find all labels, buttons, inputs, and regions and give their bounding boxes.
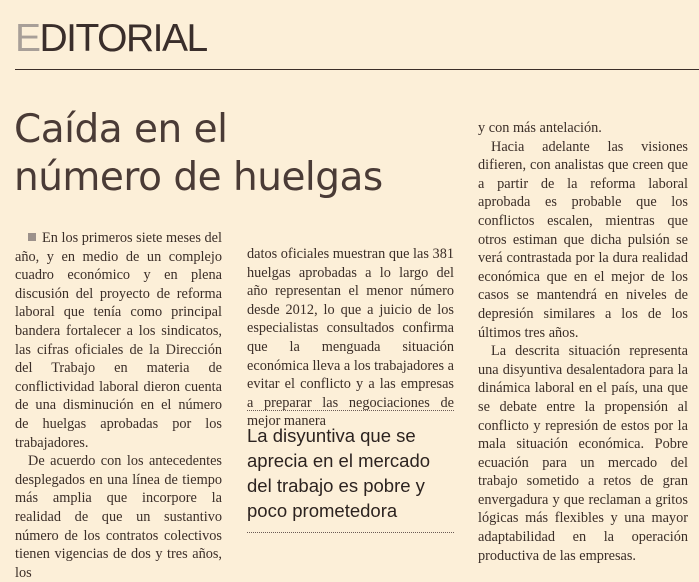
article-paragraph: datos oficiales muestran que las 381 huelgas aprobadas a lo largo del año representan el menor número desde 2012, lo que a juicio de los especialistas consultados confirma que la menguada situación económica lleva a los trabajadores a evitar el conflicto y a las empresas a preparar las negociaciones de mejor manera [247,246,454,430]
article-paragraph: y con más antelación. [478,120,602,136]
section-title-initial: E [15,17,40,60]
article-paragraph: La descrita situación representa una disyuntiva desalentadora para la dinámica laboral en el país, una que se debate entre la propensión al conflicto y represión de estos por la mala situación económica. Pobre ecuación para un mercado del trabajo sometido a retos de gran envergadura y que reclaman a gritos lógicas más flexibles y una mayor adaptabilidad en la operación productiva de las empresas. [478,343,688,564]
article-column-3 [478,119,688,565]
article-paragraph [15,229,222,452]
headline [14,106,454,202]
pull-quote [247,410,454,533]
article-column-2 [247,245,454,431]
square-bullet-icon [28,233,36,241]
article-paragraph-text: En los primeros siete meses del año, y en medio de un complejo cuadro económico y en plena discusión del proyecto de reforma laboral que tenía como principal bandera fortalecer a los sindicatos, las cifras oficiales de la Dirección del Trabajo en materia de conflictividad laboral dieron cuenta de una disminución en el número de huelgas aprobadas por los trabajadores. [15,230,222,451]
headline-line-2: número de huelgas [14,155,383,200]
header-divider [15,69,699,70]
section-title-rest: DITORIAL [39,17,207,60]
pull-quote-text: La disyuntiva que se aprecia en el mercado del trabajo es pobre y poco prometedora [247,425,431,521]
article-column-1 [15,229,222,582]
article-paragraph: Hacia adelante las visiones difieren, con analistas que creen que a partir de la reforma laboral aprobada es probable que los conflictos escalen, mientras que otros estiman que dicha pulsión se verá contrastada por la dura realidad económica que en el mejor de los casos se mantendrá en niveles de depresión similares a los de los últimos tres años. [478,138,688,341]
headline-line-1: Caída en el [14,107,228,152]
article-paragraph: De acuerdo con los antecedentes desplegados en una línea de tiempo más amplia que incorpore la realidad de que un sustantivo número de los contratos colectivos tienen vigencias de dos y tres años, los [15,453,222,581]
section-title [15,15,207,63]
